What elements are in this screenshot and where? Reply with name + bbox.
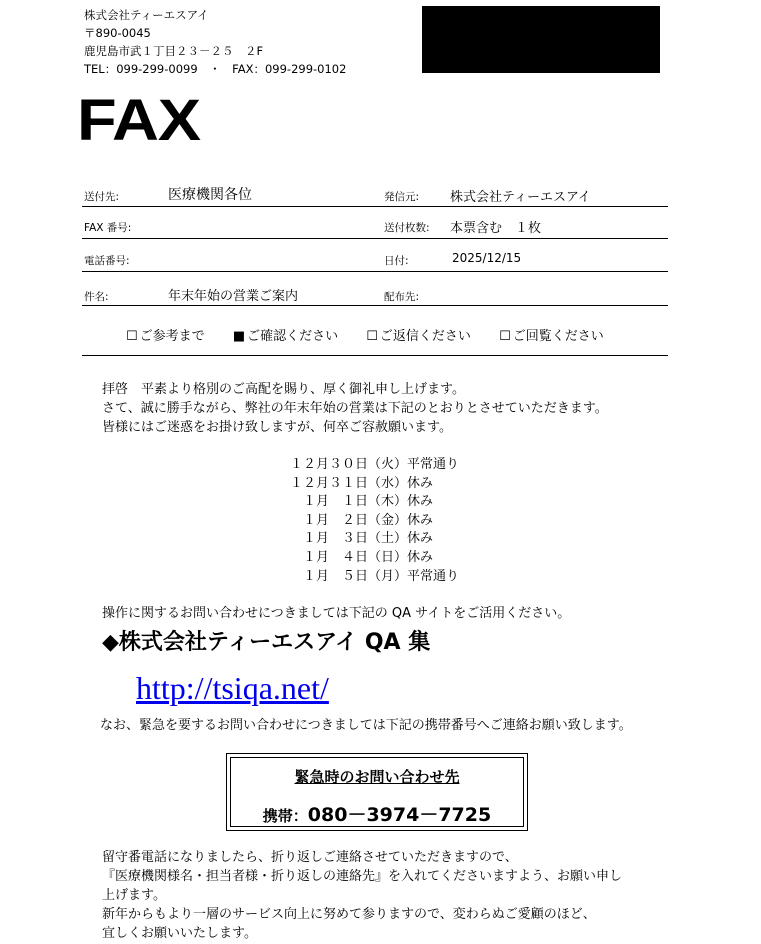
checkbox-row (126, 325, 628, 344)
schedule-row (290, 493, 459, 512)
urgent-note: なお、緊急を要するお問い合わせにつきましては下記の携帯番号へご連絡お願い致します。 (100, 718, 632, 733)
subject-value: 年末年始の営業ご案内 (168, 289, 299, 304)
check-confirm (233, 329, 338, 344)
schedule-day: （土） (368, 531, 408, 547)
schedule-status: 休み (407, 531, 434, 547)
schedule-day: （木） (368, 494, 408, 510)
emergency-box-inner (230, 757, 524, 827)
pages-value: 本票含む １枚 (450, 221, 542, 236)
divider (82, 238, 668, 239)
check-label: ご参考まで (139, 329, 205, 344)
schedule-date: １月 ４日 (302, 549, 368, 565)
schedule-status: 休み (407, 475, 434, 491)
sender-phone-fax: TEL：099-299-0099 ・ FAX：099-299-0102 (84, 62, 347, 76)
check-circulate (499, 329, 604, 344)
date-label: 日付: (384, 255, 409, 267)
divider (82, 206, 668, 207)
phone-number-label: 電話番号: (84, 255, 130, 267)
holiday-schedule (290, 456, 459, 586)
qa-note: 操作に関するお問い合わせにつきましては下記の QA サイトをご活用ください。 (102, 606, 571, 621)
schedule-status: 休み (407, 512, 434, 528)
intro-line: さて、誠に勝手ながら、弊社の年末年始の営業は下記のとおりとさせていただきます。 (102, 401, 608, 416)
schedule-day: （月） (368, 568, 408, 584)
from-label: 発信元: (384, 191, 420, 203)
check-label: ご返信ください (379, 329, 471, 344)
schedule-day: （火） (368, 457, 408, 472)
sender-postal: 〒890-0045 (84, 26, 151, 40)
emergency-title: 緊急時のお問い合わせ先 (294, 768, 460, 786)
redacted-block (422, 6, 660, 73)
closing-line: 新年からもより一層のサービス向上に努めて参りますので、変わらぬご愛顧のほど、 (102, 907, 596, 922)
schedule-date: １月 ５日 (302, 568, 368, 584)
from-value: 株式会社ティーエスアイ (450, 190, 591, 205)
checkbox-icon: ☐ (366, 329, 378, 344)
pages-label: 送付枚数: (384, 222, 430, 234)
divider (82, 305, 668, 306)
to-label: 送付先: (84, 191, 120, 203)
closing-line: 留守番電話になりましたら、折り返しご連絡させていただきますので、 (102, 850, 518, 865)
checkbox-filled-icon: ■ (232, 329, 246, 344)
closing-paragraph (102, 848, 622, 943)
schedule-date: １２月３１日 (290, 475, 369, 491)
schedule-row (290, 530, 459, 549)
fax-number-label: FAX 番号: (84, 222, 132, 234)
distribution-label: 配布先: (384, 291, 420, 303)
schedule-date: １月 ２日 (302, 512, 368, 528)
closing-line: 宜しくお願いいたします。 (102, 926, 257, 941)
schedule-row (290, 475, 459, 494)
schedule-status: 休み (407, 549, 434, 565)
intro-paragraph (102, 380, 608, 437)
checkbox-icon: ☐ (499, 329, 511, 344)
emergency-phone (231, 800, 523, 827)
schedule-day: （日） (368, 549, 408, 565)
schedule-status: 平常通り (407, 568, 460, 584)
check-reply (366, 329, 471, 344)
emergency-contact-box (226, 753, 528, 831)
sender-address: 鹿児島市武１丁目２３－２５ ２F (84, 44, 264, 58)
phone-number: 080－3974－7725 (307, 804, 492, 826)
schedule-status: 休み (407, 494, 434, 510)
schedule-row (290, 456, 459, 475)
schedule-row (290, 568, 459, 587)
check-reference (126, 329, 205, 344)
schedule-status: 平常通り (407, 457, 460, 472)
sender-company: 株式会社ティーエスアイ (84, 8, 209, 22)
check-label: ご確認ください (247, 329, 339, 344)
to-value: 医療機関各位 (168, 187, 252, 203)
date-value: 2025/12/15 (452, 251, 522, 265)
check-label: ご回覧ください (512, 329, 604, 344)
closing-line: 『医療機関様名・担当者様・折り返しの連絡先』を入れてくださいますよう、お願い申し (102, 869, 623, 884)
intro-line: 皆様にはご迷惑をお掛け致しますが、何卒ご容赦願います。 (102, 420, 452, 435)
schedule-day: （水） (368, 475, 408, 491)
schedule-row (290, 512, 459, 531)
intro-line: 拝啓 平素より格別のご高配を賜り、厚く御礼申し上げます。 (102, 382, 465, 397)
phone-label: 携帯： (262, 807, 308, 825)
subject-label: 件名: (84, 291, 109, 303)
schedule-date: １月 ３日 (302, 531, 368, 547)
checkbox-icon: ☐ (126, 329, 138, 344)
closing-line: 上げます。 (102, 888, 166, 903)
schedule-day: （金） (368, 512, 408, 528)
schedule-date: １２月３０日 (290, 457, 369, 472)
qa-heading: ◆株式会社ティーエスアイ QA 集 (102, 630, 431, 655)
fax-title: FAX (77, 88, 200, 153)
qa-site-link[interactable]: http://tsiqa.net/ (136, 670, 329, 706)
schedule-date: １月 １日 (302, 494, 368, 510)
sender-info (84, 6, 346, 78)
divider (82, 271, 668, 272)
schedule-row (290, 549, 459, 568)
divider (82, 355, 668, 356)
